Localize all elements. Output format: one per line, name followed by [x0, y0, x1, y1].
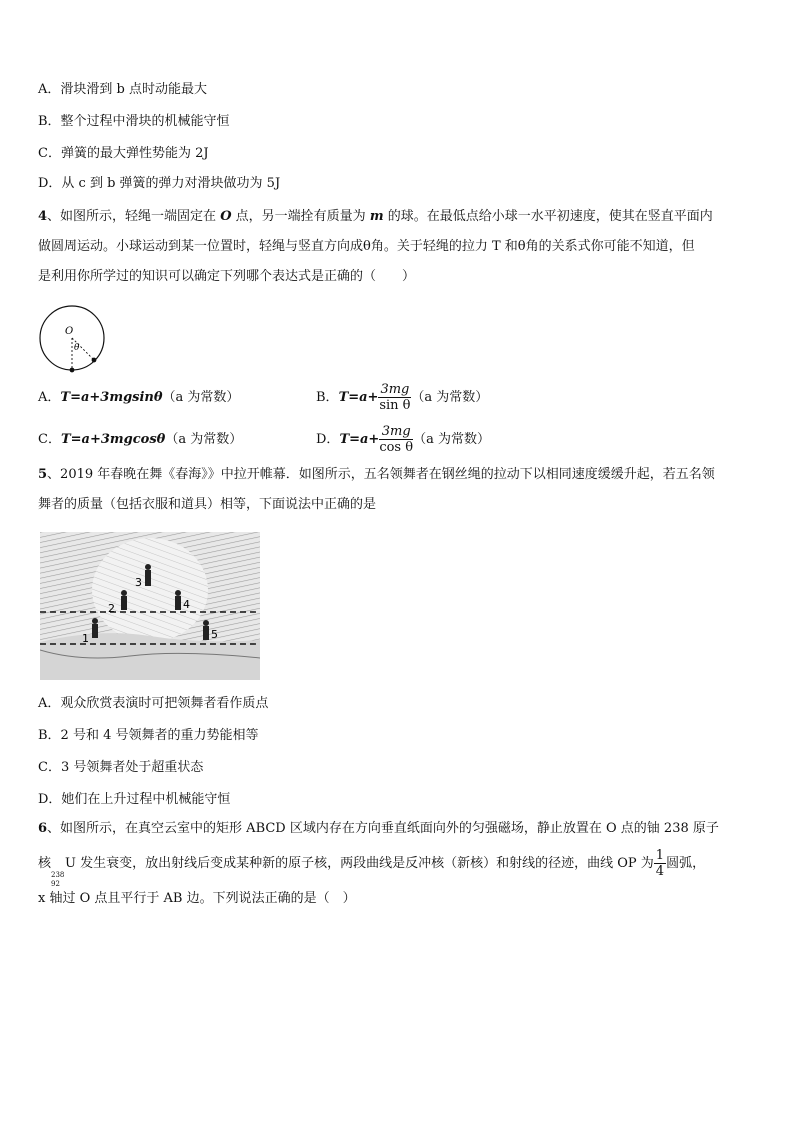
- q4-circle-figure: [36, 302, 108, 374]
- dancer-label-2: 2: [108, 602, 115, 615]
- q3-option-b: B．整个过程中滑块的机械能守恒: [38, 114, 230, 129]
- dancer-label-4: 4: [183, 598, 190, 611]
- q3-option-a: A．滑块滑到 b 点时动能最大: [38, 82, 207, 97]
- q6-isotope: 238 92: [51, 870, 65, 888]
- q4-symbol-m: m: [369, 209, 384, 224]
- q6-line-2: 核 238 92 U 发生衰变，放出射线后变成某种新的原子核，两段曲线是反冲核（新核）和射线的径迹，曲线 OP 为 $\frac{1}{4}$ 圆弧，: [38, 848, 706, 888]
- dancer-1: [92, 618, 98, 638]
- q4-option-d: D．T=a+ $\frac{3mg}{\text{cos θ}}$ （a 为常数）: [316, 424, 490, 455]
- q6-line-3: x 轴过 O 点且平行于 AB 边。下列说法正确的是（ ）: [38, 891, 356, 906]
- q3-option-c: C．弹簧的最大弹性势能为 2J: [38, 146, 209, 161]
- dancer-4: [175, 590, 181, 610]
- q4-option-c: C．T=a+3mgcosθ（a 为常数）: [38, 432, 243, 447]
- q4-option-b: B．T=a+ $\frac{3mg}{\text{sin θ}}$ （a 为常数）: [316, 382, 489, 413]
- dancer-5: [203, 620, 209, 640]
- q5-stem: [38, 460, 754, 520]
- q4-option-a: A．T=a+3mgsinθ（a 为常数）: [38, 390, 240, 405]
- q4-option-b-fraction: $\frac{3mg}{\text{sin θ}}$: [379, 382, 411, 413]
- q4-line-3: 是利用你所学过的知识可以确定下列哪个表达式是正确的（ ）: [38, 269, 416, 284]
- q4-text-b: 点，另一端拴有质量为: [235, 209, 366, 224]
- q6-fraction: $\frac{1}{4}$: [655, 848, 665, 879]
- q6-line-1: 6、如图所示，在真空云室中的矩形 ABCD 区域内存在方向垂直纸面向外的匀强磁场，静止放置在 O 点的铀 238 原子: [38, 821, 719, 836]
- q4-text-a: 、如图所示，轻绳一端固定在: [47, 209, 217, 224]
- q5-line-1: 5、2019 年春晚在舞《春海》》中拉开帷幕．如图所示，五名领舞者在钢丝绳的拉动下以相同速度缓缓升起，若五名领: [38, 467, 715, 482]
- q4-number: 4: [38, 209, 48, 224]
- q4-line-1: [38, 202, 754, 232]
- q4-line-2: 做圆周运动。小球运动到某一位置时，轻绳与竖直方向成θ角。关于轻绳的拉力 T 和θ角的关系式你可能不知道，但: [38, 239, 695, 254]
- q5-line-2: 舞者的质量（包括衣服和道具）相等，下面说法中正确的是: [38, 497, 377, 512]
- q6-stem: [38, 814, 754, 914]
- q4-symbol-o: O: [220, 209, 232, 224]
- dancer-3: [145, 564, 151, 586]
- ball-bottom: [70, 368, 75, 373]
- q4-text-c: 的球。在最低点给小球一水平初速度，使其在竖直平面内: [387, 209, 713, 224]
- q5-option-c: C．3 号领舞者处于超重状态: [38, 760, 204, 775]
- q3-option-d: D．从 c 到 b 弹簧的弹力对滑块做功为 5J: [38, 176, 281, 191]
- q5-option-d: D．她们在上升过程中机械能守恒: [38, 792, 231, 807]
- dancer-2: [121, 590, 127, 610]
- q5-option-a: A．观众欣赏表演时可把领舞者看作质点: [38, 696, 269, 711]
- q4-option-d-fraction: $\frac{3mg}{\text{cos θ}}$: [379, 424, 414, 455]
- figure-label-theta: θ: [74, 343, 80, 353]
- q4-stem: [38, 202, 754, 292]
- ball-position: [92, 358, 97, 363]
- dancer-label-3: 3: [135, 576, 142, 589]
- dancer-label-1: 1: [82, 632, 89, 645]
- q5-option-b: B．2 号和 4 号领舞者的重力势能相等: [38, 728, 259, 743]
- q5-stage-photo: [40, 532, 260, 680]
- figure-label-o: O: [65, 326, 74, 337]
- dancer-label-5: 5: [211, 628, 218, 641]
